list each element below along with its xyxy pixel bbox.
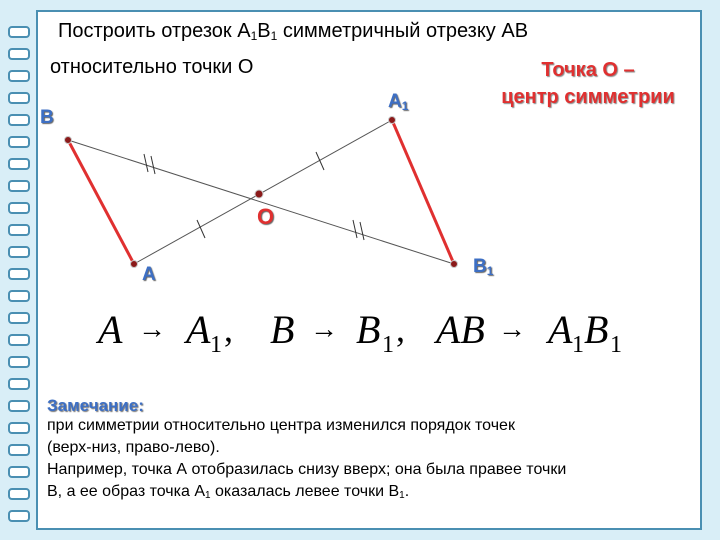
task-title-line2: относительно точки О	[50, 56, 254, 78]
title-text: симметричный отрезку АВ	[277, 20, 529, 42]
title-text: Построить отрезок А	[58, 20, 251, 42]
point-A	[131, 261, 138, 268]
remark-line2: (верх-низ, право-лево).	[47, 439, 220, 456]
formula-subscript: 1	[210, 332, 222, 358]
title-subscript: 1	[250, 29, 258, 43]
double-tick	[360, 222, 364, 240]
formula-A: A	[98, 307, 123, 352]
remark-line4	[47, 481, 697, 507]
formula-A1B1-A: A	[548, 307, 573, 352]
double-tick	[353, 220, 357, 238]
formula-arrow: →	[310, 314, 338, 345]
formula-AB: AB	[436, 307, 485, 352]
single-tick	[197, 220, 205, 238]
remark-line3: Например, точка А отобразилась снизу вверх; она была правее точки	[47, 461, 567, 478]
label-B: В	[40, 107, 54, 128]
label-B1	[473, 256, 493, 278]
remark-text-part: .	[404, 483, 410, 500]
line-B-B1	[68, 140, 454, 264]
remark-text-part: В, а ее образ точка А	[47, 483, 206, 500]
formula-arrow: →	[498, 314, 526, 345]
point-B	[65, 137, 72, 144]
formula-comma: ,	[396, 309, 405, 349]
remark-line1: при симметрии относительно центра изменился порядок точек	[47, 417, 515, 434]
label-O: О	[257, 204, 275, 229]
remark-subscript: 1	[399, 490, 405, 501]
title-text: В	[257, 20, 271, 42]
segment-A1B1	[392, 120, 454, 264]
point-A1	[389, 117, 396, 124]
title-subscript: 1	[270, 29, 278, 43]
point-O	[255, 190, 263, 198]
point-B1	[451, 261, 458, 268]
formula-subscript: 1	[610, 332, 622, 358]
formula-B: B	[270, 307, 295, 352]
double-tick	[144, 154, 148, 172]
mapping-formula	[98, 306, 658, 366]
single-tick	[316, 152, 324, 170]
label-A1-letter: А	[388, 91, 402, 112]
label-A: А	[142, 264, 156, 285]
center-note-line2: центр симметрии	[501, 86, 675, 108]
formula-comma: ,	[224, 309, 233, 349]
segment-AB	[68, 140, 134, 264]
formula-A1: A	[186, 307, 211, 352]
center-note-line1: Точка О –	[541, 59, 635, 81]
formula-subscript: 1	[382, 332, 394, 358]
remark-text-part: оказалась левее точки В	[210, 483, 400, 500]
label-A1	[388, 91, 408, 113]
formula-arrow: →	[138, 314, 166, 345]
formula-subscript: 1	[572, 332, 584, 358]
formula-A1B1-B: B	[584, 307, 609, 352]
label-B1-subscript: 1	[486, 264, 494, 278]
tick-marks	[144, 152, 364, 240]
formula-B1: B	[356, 307, 381, 352]
remark-title: Замечание:	[47, 396, 144, 415]
label-B1-letter: В	[473, 256, 487, 277]
remark-text	[47, 415, 697, 507]
label-A1-subscript: 1	[401, 99, 409, 113]
remark-subscript: 1	[205, 490, 211, 501]
double-tick	[151, 156, 155, 174]
